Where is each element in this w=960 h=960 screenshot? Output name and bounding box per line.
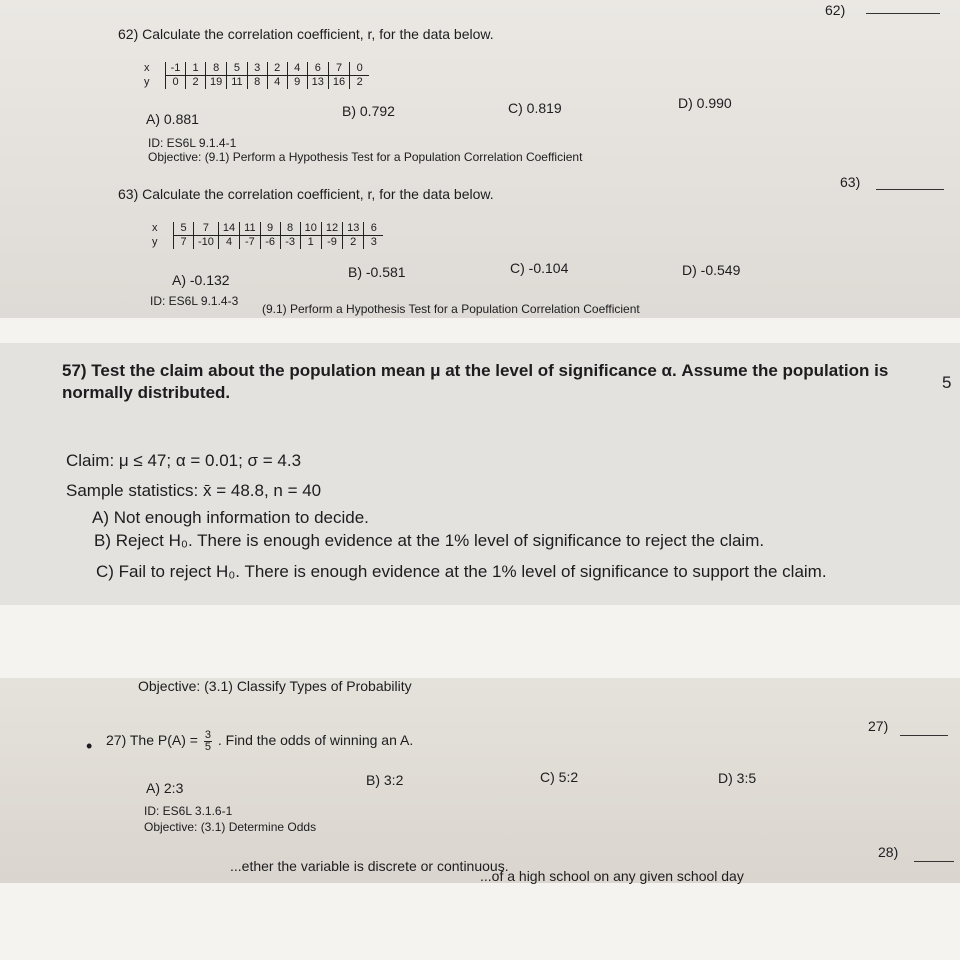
q27-prefix: 27) The P(A) = xyxy=(106,732,198,749)
q63-x-cell: 10 xyxy=(300,222,321,236)
photo-strip-probability xyxy=(0,678,960,883)
q57-choice-b: B) Reject H₀. There is enough evidence at the 1% level of significance to reject the claim. xyxy=(94,531,765,550)
q63-x-cell: 14 xyxy=(218,222,239,236)
q62-x-label: x xyxy=(144,62,150,75)
q63-x-cell: 11 xyxy=(240,222,260,236)
q62-y-label: y xyxy=(144,75,150,88)
q63-x-cell: 13 xyxy=(343,222,364,236)
q62-choice-b: B) 0.792 xyxy=(342,103,395,119)
q62-y-cell: 11 xyxy=(227,76,247,90)
q27-choice-b: B) 3:2 xyxy=(366,772,404,788)
q27-choice-d: D) 3:5 xyxy=(718,770,757,786)
q62-x-cell: 4 xyxy=(287,62,307,76)
q62-choice-c: C) 0.819 xyxy=(508,100,562,116)
q28-partial-line1: ...ether the variable is discrete or continuous. xyxy=(230,858,509,874)
q27-choice-a: A) 2:3 xyxy=(146,780,184,796)
q62-y-cell: 4 xyxy=(267,76,287,90)
q62-choice-d: D) 0.990 xyxy=(678,95,732,111)
q57-choice-c: C) Fail to reject H₀. There is enough evidence at the 1% level of significance to support the claim. xyxy=(96,562,827,581)
q57-sample-statistics: Sample statistics: x̄ = 48.8, n = 40 xyxy=(66,481,322,500)
q62-x-cell: 6 xyxy=(307,62,328,76)
q63-x-cell: 6 xyxy=(364,222,384,236)
q63-x-cell: 8 xyxy=(280,222,300,236)
q63-y-cell: -9 xyxy=(321,236,342,250)
q27-choice-c: C) 5:2 xyxy=(540,769,579,785)
q62-x-cell: 1 xyxy=(186,62,206,76)
q63-x-cell: 5 xyxy=(174,222,194,236)
q57-line1 xyxy=(62,361,888,381)
q63-y-cell: -10 xyxy=(194,236,219,250)
q63-y-cell: -6 xyxy=(260,236,280,250)
q57-side-mark: 5 xyxy=(942,373,952,392)
q62-x-cell: 8 xyxy=(206,62,227,76)
q62-y-cell: 2 xyxy=(350,76,370,90)
q62-y-cell: 2 xyxy=(186,76,206,90)
q63-x-cell: 9 xyxy=(260,222,280,236)
q62-id: ID: ES6L 9.1.4-1 xyxy=(148,136,237,150)
q63-objective: (9.1) Perform a Hypothesis Test for a Population Correlation Coefficient xyxy=(262,302,640,316)
q27-id: ID: ES6L 3.1.6-1 xyxy=(144,804,233,818)
corner-question-number: 62) xyxy=(825,2,846,18)
q62-objective: Objective: (9.1) Perform a Hypothesis Test for a Population Correlation Coefficient xyxy=(148,150,583,164)
q63-y-cell: -7 xyxy=(240,236,260,250)
q62-y-cell: 8 xyxy=(247,76,267,90)
q62-data-table xyxy=(140,62,369,89)
answer-blank-63 xyxy=(876,188,944,190)
q27-number: 27) xyxy=(868,718,889,734)
q63-choice-b: B) -0.581 xyxy=(348,264,406,280)
q63-y-cell: 7 xyxy=(174,236,194,250)
q62-y-cell: 0 xyxy=(166,76,186,90)
q62-y-cell: 16 xyxy=(328,76,349,90)
q62-y-cell: 13 xyxy=(307,76,328,90)
q62-x-cell: 7 xyxy=(328,62,349,76)
q57-line2 xyxy=(62,383,230,403)
q57-line1-text: 57) Test the claim about the population mean μ at the level of significance α. Assume the population is xyxy=(62,361,889,380)
q63-data-table xyxy=(148,222,383,249)
q27-suffix: . Find the odds of winning an A. xyxy=(217,732,414,749)
q63-choice-c: C) -0.104 xyxy=(510,260,569,276)
q27-fraction-numerator: 3 xyxy=(204,729,211,741)
q62-y-cell: 9 xyxy=(287,76,307,90)
q57-claim: Claim: μ ≤ 47; α = 0.01; σ = 4.3 xyxy=(66,451,302,470)
q62-x-cell: 3 xyxy=(247,62,267,76)
q62-x-cell: 2 xyxy=(267,62,287,76)
q57-choice-a: A) Not enough information to decide. xyxy=(92,508,369,527)
q62-choice-a: A) 0.881 xyxy=(146,111,199,127)
answer-blank-62 xyxy=(866,12,940,14)
q63-y-cell: 1 xyxy=(300,236,321,250)
answer-blank-28 xyxy=(914,860,954,862)
q63-y-cell: 4 xyxy=(218,236,239,250)
q27-objective: Objective: (3.1) Determine Odds xyxy=(144,820,317,834)
q63-y-cell: -3 xyxy=(280,236,300,250)
q57-line2-text: normally distributed. xyxy=(62,383,231,402)
q63-choice-d: D) -0.549 xyxy=(682,262,741,278)
answer-blank-27 xyxy=(900,734,948,736)
q62-x-cell: 5 xyxy=(227,62,247,76)
photo-strip-correlation xyxy=(0,0,960,318)
q27-fraction-denominator: 5 xyxy=(204,741,211,753)
q28-partial-line2: ...of a high school on any given school day xyxy=(480,868,744,884)
q27-question xyxy=(106,730,413,753)
bullet-dot: • xyxy=(86,736,93,756)
q62-y-cell: 19 xyxy=(206,76,227,90)
photo-strip-hypothesis-test xyxy=(0,343,960,605)
q62-title: 62) Calculate the correlation coefficient, r, for the data below. xyxy=(118,26,494,42)
q63-x-cell: 12 xyxy=(321,222,342,236)
q27-objective-top: Objective: (3.1) Classify Types of Probability xyxy=(138,678,412,694)
q63-number: 63) xyxy=(840,174,861,190)
q62-x-cell: 0 xyxy=(350,62,370,76)
q63-id: ID: ES6L 9.1.4-3 xyxy=(150,294,239,308)
q28-number: 28) xyxy=(878,844,899,860)
q63-x-cell: 7 xyxy=(194,222,219,236)
q27-fraction xyxy=(204,730,212,753)
q62-x-cell: -1 xyxy=(166,62,186,76)
q63-y-label: y xyxy=(152,235,158,248)
q63-y-cell: 2 xyxy=(343,236,364,250)
q63-y-cell: 3 xyxy=(364,236,384,250)
q63-x-label: x xyxy=(152,222,158,235)
q63-title: 63) Calculate the correlation coefficient, r, for the data below. xyxy=(118,186,494,202)
q63-choice-a: A) -0.132 xyxy=(172,272,230,288)
